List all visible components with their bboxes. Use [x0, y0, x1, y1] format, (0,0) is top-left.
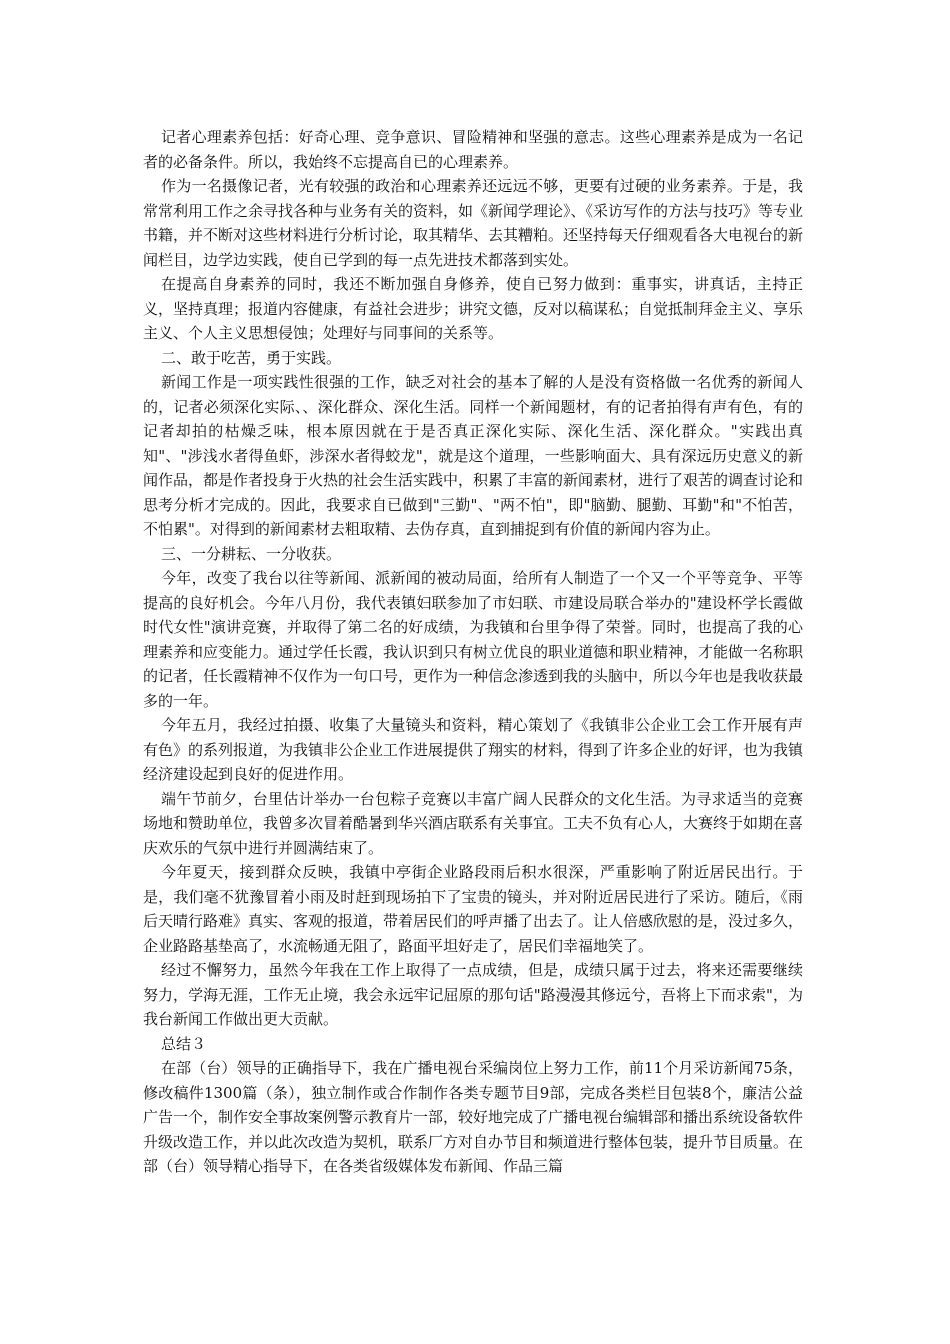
section-heading-3: 三、一分耕耘、一分收获。 [161, 544, 342, 563]
section-heading-2: 二、敢于吃苦，勇于实践。 [161, 348, 342, 367]
summary-heading: 总结３ [161, 1034, 207, 1053]
paragraph-8: 今年夏天，接到群众反映，我镇中亭街企业路段雨后积水很深，严重影响了附近居民出行。于是，我们毫不犹豫冒着小雨及时赶到现场拍下了宝贵的镜头，并对附近居民进行了采访。随后，《雨后天晴行路难》真实、客观的报道，带着居民们的呼声播了出去了。让人倍感欣慰的是，没过多久，企业路路基垫高了，水流畅通无阻了，路面平坦好走了，居民们幸福地笑了。 [143, 863, 804, 955]
paragraph-3: 在提高自身素养的同时，我还不断加强自身修养，使自已努力做到：重事实，讲真话，主持正义，坚持真理；报道内容健康，有益社会进步；讲究文德，反对以稿谋私；自觉抵制拜金主义、享乐主义、个人主义思想侵蚀；处理好与同事间的关系等。 [143, 275, 804, 342]
paragraph-10: 在部（台）领导的正确指导下，我在广播电视台采编岗位上努力工作，前11个月采访新闻75条，修改稿件1300篇（条），独立制作或合作制作各类专题节目9部，完成各类栏目包装8个，廉洁公益广告一个，制作安全事故案例警示教育片一部，较好地完成了广播电视台编辑部和播出系统设备软件升级改造工作，并以此次改造为契机，联系厂方对自办节目和频道进行整体包装，提升节目质量。在部（台）领导精心指导下，在各类省级媒体发布新闻、作品三篇 [143, 1059, 804, 1175]
paragraph-2: 作为一名摄像记者，光有较强的政治和心理素养还远远不够，更要有过硬的业务素养。于是，我常常利用工作之余寻找各种与业务有关的资料，如《新闻学理论》、《采访写作的方法与技巧》等专业书籍，并不断对这些材料进行分析讨论，取其精华、去其糟粕。还坚持每天仔细观看各大电视台的新闻栏目，边学边实践，使自已学到的每一点先进技术都落到实处。 [143, 177, 804, 269]
paragraph-1: 记者心理素养包括：好奇心理、竞争意识、冒险精神和坚强的意志。这些心理素养是成为一名记者的必备条件。所以，我始终不忘提高自已的心理素养。 [143, 128, 803, 171]
paragraph-7: 端午节前夕，台里估计举办一台包粽子竞赛以丰富广阔人民群众的文化生活。为寻求适当的竞赛场地和赞助单位，我曾多次冒着酷暑到华兴酒店联系有关事宜。工夫不负有心人，大赛终于如期在喜庆欢乐的气氛中进行并圆满结束了。 [143, 789, 804, 857]
document-body [143, 125, 803, 1179]
paragraph-5: 今年，改变了我台以往等新闻、派新闻的被动局面，给所有人制造了一个又一个平等竞争、平等提高的良好机会。今年八月份，我代表镇妇联参加了市妇联、市建设局联合举办的"建设杯学长霞做时代女性"演讲竞赛，并取得了第二名的好成绩，为我镇和台里争得了荣誉。同时，也提高了我的心理素养和应变能力。通过学任长霞，我认识到只有树立优良的职业道德和职业精神，才能做一名称职的记者，任长霞精神不仅作为一句口号，更作为一种信念渗透到我的头脑中，所以今年也是我收获最多的一年。 [143, 569, 804, 710]
paragraph-9: 经过不懈努力，虽然今年我在工作上取得了一点成绩，但是，成绩只属于过去，将来还需要继续努力，学海无涯，工作无止境，我会永远牢记屈原的那句话"路漫漫其修远兮，吾将上下而求索"，为我台新闻工作做出更大贡献。 [143, 961, 803, 1028]
paragraph-4: 新闻工作是一项实践性很强的工作，缺乏对社会的基本了解的人是没有资格做一名优秀的新闻人的，记者必须深化实际、、深化群众、深化生活。同样一个新闻题材，有的记者拍得有声有色，有的记者却拍的枯燥乏味，根本原因就在于是否真正深化实际、深化生活、深化群众。"实践出真知"、"涉浅水者得鱼虾，涉深水者得蛟龙"，就是这个道理，一些影响面大、具有深远历史意义的新闻作品，都是作者投身于火热的社会生活实践中，积累了丰富的新闻素材，进行了艰苦的调查讨论和思考分析才完成的。因此，我要求自已做到"三勤"、"两不怕"，即"脑勤、腿勤、耳勤"和"不怕苦，不怕累"。对得到的新闻素材去粗取精、去伪存真，直到捕捉到有价值的新闻内容为止。 [143, 373, 804, 538]
paragraph-6: 今年五月，我经过拍摄、收集了大量镜头和资料，精心策划了《我镇非公企业工会工作开展有声有色》的系列报道，为我镇非公企业工作进展提供了翔实的材料，得到了许多企业的好评，也为我镇经济建设起到良好的促进作用。 [143, 716, 804, 783]
